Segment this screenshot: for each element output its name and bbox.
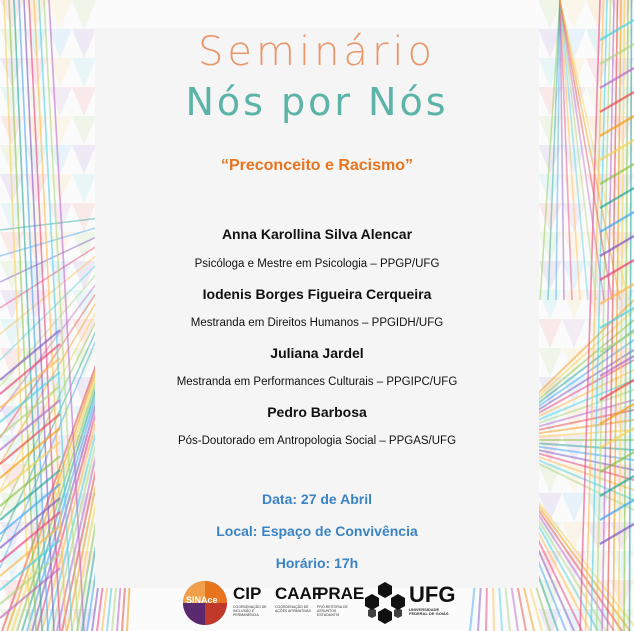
decor-triangle [72,0,96,29]
event-theme: “Preconceito e Racismo” [220,157,414,174]
caaf-subtitle: COORDENAÇÃO DE AÇÕES AFIRMATIVAS [275,605,311,613]
event-subtitle: Nós por Nós [185,80,449,124]
cip-subtitle: COORDENAÇÃO DE INCLUSÃO E PERMANÊNCIA [233,605,267,617]
event-date: Data: 27 de Abril [262,491,372,507]
prae-subtitle: PRÓ-REITORIA DE ASSUNTOS ESTUDANTIS [317,605,348,617]
event-location: Local: Espaço de Convivência [216,523,418,539]
caaf-logo: CAAF [275,584,323,603]
logo-bar [0,578,634,628]
speaker-role: Pós-Doutorado em Antropologia Social – PPGAS/UFG [177,435,457,447]
prae-logo: PRAE [317,584,365,603]
speaker-role: Mestranda em Performances Culturais – PPGIPC/UFG [176,376,458,388]
speaker-name: Anna Karollina Silva Alencar [221,226,413,242]
sinace-label: SINAce [186,595,218,605]
event-time: Horário: 17h [275,555,359,571]
speaker-name: Pedro Barbosa [267,404,367,420]
speaker-role: Psicóloga e Mestre em Psicologia – PPGP/UFG [194,258,440,270]
speaker-role: Mestranda em Direitos Humanos – PPGIDH/UFG [190,317,444,329]
speaker-name: Iodenis Borges Figueira Cerqueira [202,286,432,302]
ufg-emblem-icon [363,581,407,625]
event-title: Seminário [198,29,436,75]
decor-triangle [48,0,72,29]
cip-logo: CIP [233,584,262,603]
speaker-name: Juliana Jardel [270,345,364,361]
ufg-logo: UFG [409,582,456,607]
decor-triangle [72,174,96,203]
ufg-subtitle: UNIVERSIDADE FEDERAL DE GOIÁS [409,607,449,616]
